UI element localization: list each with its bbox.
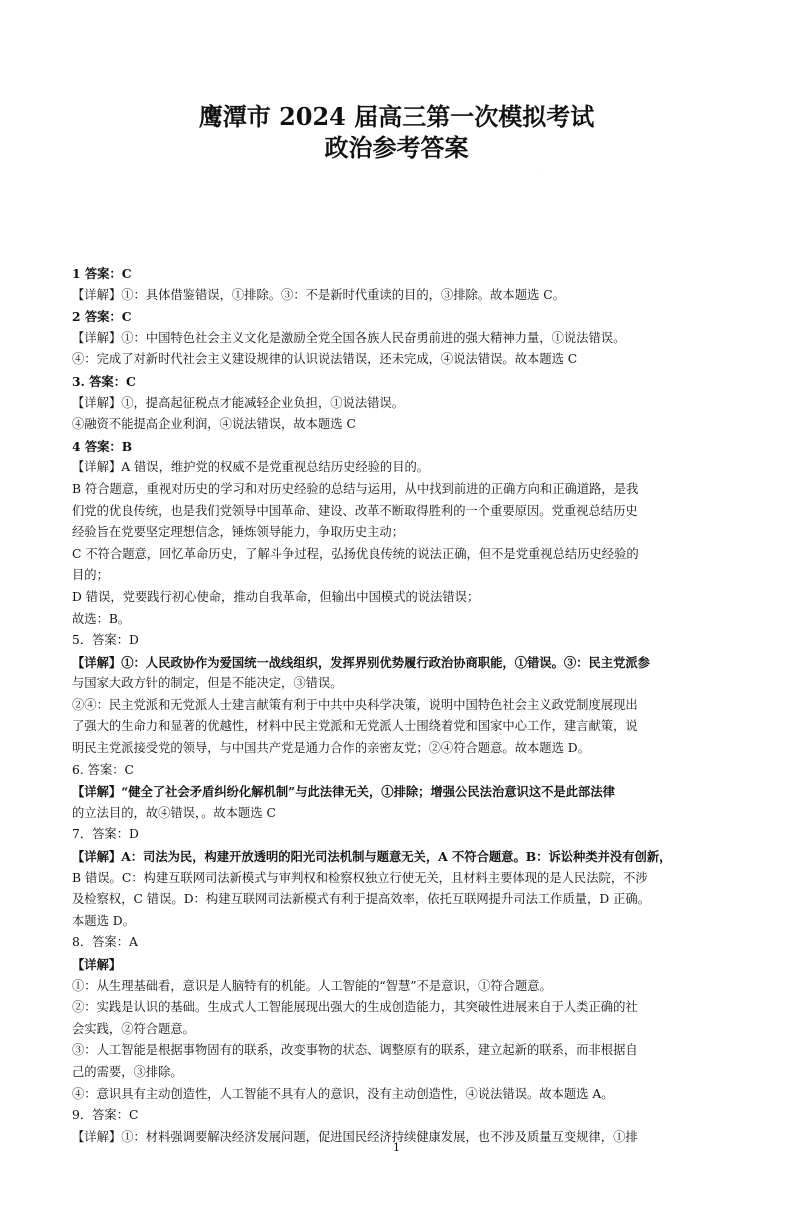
detail-line: 们党的优良传统，也是我们党领导中国革命、建设、改革不断取得胜利的一个重要原因。党重视总结历史 <box>72 503 638 518</box>
detail-line: 了强大的生命力和显著的优越性，材料中民主党派和无党派人士围绕着党和国家中心工作，建言献策，说 <box>72 719 638 734</box>
detail-line <box>72 1170 720 1192</box>
document-title: 鹰潭市 2024 届高三第一次模拟考试 <box>198 102 595 131</box>
detail-line: ②④：民主党派和无党派人士建言献策有利于中共中央科学决策，说明中国特色社会主义政党制度展现出 <box>72 697 638 712</box>
answer-line: 1 答案：C <box>72 266 132 281</box>
answer-line: 4 答案：B <box>72 438 133 454</box>
detail-line: 己的需要，③排除。 <box>72 1064 183 1079</box>
detail-line: 故选：B。 <box>72 611 131 626</box>
page-number: 1 <box>393 1141 400 1154</box>
detail-line: 【详解】①：中国特色社会主义文化是激励全党全国各族人民奋勇前进的强大精神力量，①说法错误。 <box>72 330 626 345</box>
detail-line: 及检察权，C 错误。D：构建互联网司法新模式有利于提高效率，依托互联网提升司法工作质量，D 正确。 <box>72 892 651 907</box>
detail-line: 7．答案：D <box>72 827 139 842</box>
detail-line: 【详解】A 错误，维护党的权威不是党重视总结历史经验的目的。 <box>72 460 430 475</box>
detail-line: 6. 答案：C <box>72 762 134 777</box>
detail-line: 9．答案：C <box>72 1108 139 1123</box>
detail-line: ④融资不能提高企业利润，④说法错误，故本题选 C <box>72 417 356 432</box>
detail-line: 5．答案：D <box>72 633 139 648</box>
corner-mark: . <box>538 167 540 174</box>
answer-line: 2 答案：C <box>72 309 132 325</box>
detail-line: 与国家大政方针的制定，但是不能决定，③错误。 <box>72 676 343 691</box>
detail-line: 【详解】①：具体借鉴错误，①排除。③：不是新时代重读的目的，③排除。故本题选 C。 <box>72 287 565 302</box>
detail-line: B 错误。C：构建互联网司法新模式与审判权和检察权独立行使无关，且材料主要体现的是人民法院，不涉 <box>72 870 648 885</box>
detail-line: 会实践，②符合题意。 <box>72 1021 195 1036</box>
answer-line: 3. 答案：C <box>72 373 136 389</box>
detail-line: 经验旨在党要坚定理想信念，锤炼领导能力，争取历史主动； <box>72 525 405 540</box>
detail-line: 本题选 D。 <box>72 913 135 928</box>
detail-line: 【详解】①：材料强调要解决经济发展问题，促进国民经济持续健康发展，也不涉及质量互变规律，①排 <box>72 1129 638 1144</box>
detail-line: ①：从生理基础看，意识是人脑特有的机能。人工智能的“智慧”不是意识，①符合题意。 <box>72 978 552 993</box>
answer-line: 【详解】①：人民政协作为爱国统一战线组织，发挥界别优势履行政治协商职能，①错误。③：民主党派参 <box>72 654 650 670</box>
detail-line: 的立法目的，故④错误，。故本题选 C <box>72 805 276 820</box>
detail-line: ③：人工智能是根据事物固有的联系，改变事物的状态、调整原有的联系，建立起新的联系，而非根据自 <box>72 1043 638 1058</box>
detail-line: ②：实践是认识的基础。生成式人工智能展现出强大的生成创造能力，其突破性进展来自于人类正确的社 <box>72 1000 638 1015</box>
detail-line: 目的； <box>72 568 109 583</box>
detail-line: D 错误，党要践行初心使命，推动自我革命，但输出中国模式的说法错误； <box>72 589 480 604</box>
document-page <box>0 103 793 1225</box>
detail-line: ④：意识具有主动创造性，人工智能不具有人的意识，没有主动创造性，④说法错误。故本题选 A。 <box>72 1086 614 1101</box>
document-subtitle: 政治参考答案 <box>324 133 469 162</box>
answer-line: 【详解】A：司法为民，构建开放透明的阳光司法机制与题意无关，A 不符合题意。B：诉讼种类并没有创新， <box>72 849 672 865</box>
detail-line: B 符合题意，重视对历史的学习和对历史经验的总结与运用，从中找到前进的正确方向和正确道路，是我 <box>72 481 639 496</box>
answer-line: 【详解】 <box>72 957 122 972</box>
detail-line: 明民主党派接受党的领导，与中国共产党是通力合作的亲密友党；②④符合题意。故本题选 D。 <box>72 741 590 756</box>
detail-line: ④：完成了对新时代社会主义建设规律的认识说法错误，还未完成，④说法错误。故本题选 C <box>72 352 578 367</box>
answer-content <box>72 263 720 1192</box>
detail-line: 【详解】①，提高起征税点才能减轻企业负担，①说法错误。 <box>72 395 405 410</box>
detail-line: 8．答案：A <box>72 935 138 950</box>
answer-line: 【详解】“健全了社会矛盾纠纷化解机制”与此法律无关，①排除；增强公民法治意识这不是此部法律 <box>72 784 615 800</box>
detail-line: C 不符合题意，回忆革命历史，了解斗争过程，弘扬优良传统的说法正确，但不是党重视总结历史经验的 <box>72 546 639 561</box>
